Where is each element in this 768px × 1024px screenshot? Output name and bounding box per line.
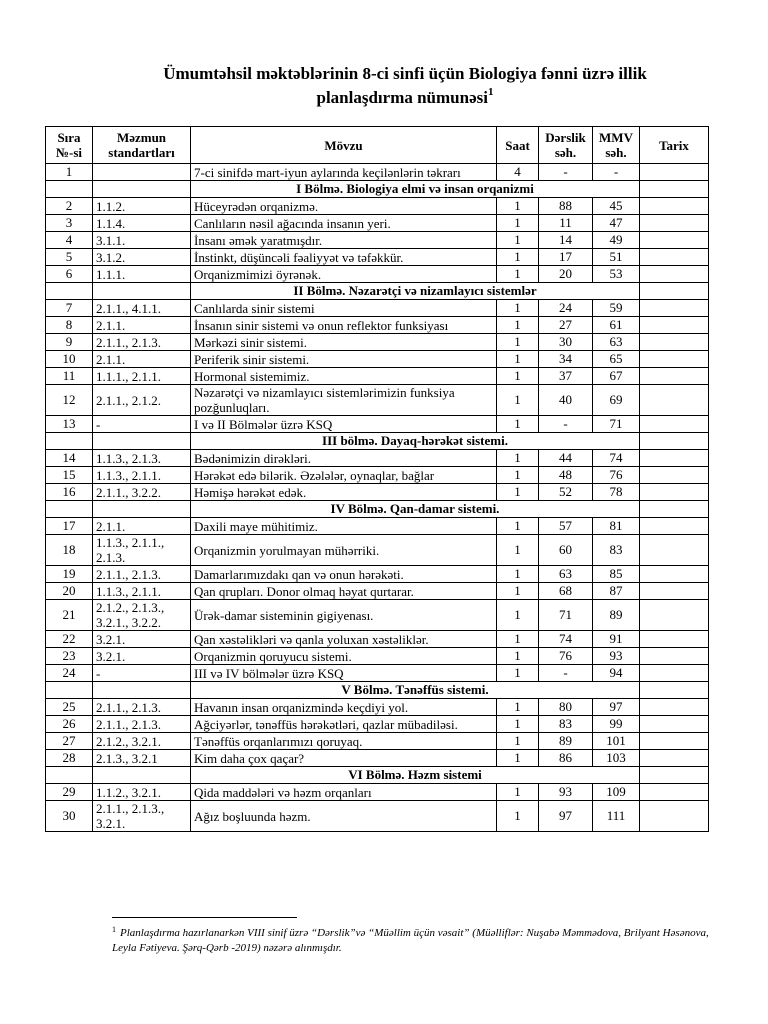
row-number: 28 — [46, 750, 93, 767]
row-date — [640, 583, 709, 600]
table-row — [46, 351, 709, 368]
row-date — [640, 801, 709, 832]
row-textbook-page: 71 — [539, 600, 593, 631]
row-number: 11 — [46, 368, 93, 385]
row-standards: 2.1.1., 2.1.3. — [93, 334, 191, 351]
row-mmv-page: 65 — [593, 351, 640, 368]
section-row — [46, 682, 709, 699]
row-topic: Hüceyrədən orqanizmə. — [191, 198, 497, 215]
table-row — [46, 317, 709, 334]
section-title: II Bölmə. Nəzarətçi və nizamlayıcı sistemlər — [191, 283, 640, 300]
table-row — [46, 600, 709, 631]
row-topic: Hormonal sistemimiz. — [191, 368, 497, 385]
row-number: 29 — [46, 784, 93, 801]
row-mmv-page: 87 — [593, 583, 640, 600]
row-hours: 1 — [497, 648, 539, 665]
row-number: 6 — [46, 266, 93, 283]
section-standards-cell — [93, 682, 191, 699]
table-row — [46, 334, 709, 351]
row-mmv-page: 49 — [593, 232, 640, 249]
table-row — [46, 518, 709, 535]
row-textbook-page: 37 — [539, 368, 593, 385]
row-number: 15 — [46, 467, 93, 484]
section-date-cell — [640, 767, 709, 784]
row-hours: 1 — [497, 631, 539, 648]
row-textbook-page: 74 — [539, 631, 593, 648]
row-hours: 1 — [497, 600, 539, 631]
row-number: 8 — [46, 317, 93, 334]
row-textbook-page: 83 — [539, 716, 593, 733]
row-topic: Daxili maye mühitimiz. — [191, 518, 497, 535]
table-row — [46, 648, 709, 665]
row-date — [640, 164, 709, 181]
row-topic: Qan qrupları. Donor olmaq həyat qurtarar. — [191, 583, 497, 600]
row-topic: III və IV bölmələr üzrə KSQ — [191, 665, 497, 682]
section-no-cell — [46, 501, 93, 518]
row-topic: İnsanın sinir sistemi və onun reflektor funksiyası — [191, 317, 497, 334]
section-date-cell — [640, 433, 709, 450]
section-standards-cell — [93, 283, 191, 300]
row-date — [640, 198, 709, 215]
section-row — [46, 433, 709, 450]
row-mmv-page: 47 — [593, 215, 640, 232]
table-body — [46, 164, 709, 832]
row-date — [640, 566, 709, 583]
row-hours: 1 — [497, 300, 539, 317]
section-date-cell — [640, 501, 709, 518]
row-hours: 1 — [497, 784, 539, 801]
table-row — [46, 583, 709, 600]
row-topic: Orqanizmin qoruyucu sistemi. — [191, 648, 497, 665]
row-mmv-page: 76 — [593, 467, 640, 484]
section-no-cell — [46, 283, 93, 300]
row-textbook-page: 27 — [539, 317, 593, 334]
row-textbook-page: 57 — [539, 518, 593, 535]
row-hours: 1 — [497, 232, 539, 249]
section-title: VI Bölmə. Həzm sistemi — [191, 767, 640, 784]
row-standards: 2.1.1., 2.1.3., 3.2.1. — [93, 801, 191, 832]
row-number: 5 — [46, 249, 93, 266]
row-textbook-page: 24 — [539, 300, 593, 317]
section-no-cell — [46, 682, 93, 699]
row-textbook-page: 17 — [539, 249, 593, 266]
section-standards-cell — [93, 501, 191, 518]
row-standards: 2.1.1. — [93, 518, 191, 535]
row-textbook-page: 63 — [539, 566, 593, 583]
row-topic: 7-ci sinifdə mart-iyun aylarında keçilənlərin təkrarı — [191, 164, 497, 181]
row-topic: Canlıların nəsil ağacında insanın yeri. — [191, 215, 497, 232]
row-topic: Nəzarətçi və nizamlayıcı sistemlərimizin funksiya pozğunluqları. — [191, 385, 497, 416]
row-mmv-page: 45 — [593, 198, 640, 215]
table-row — [46, 450, 709, 467]
row-textbook-page: 48 — [539, 467, 593, 484]
section-no-cell — [46, 767, 93, 784]
row-date — [640, 535, 709, 566]
row-number: 18 — [46, 535, 93, 566]
row-date — [640, 249, 709, 266]
table-row — [46, 733, 709, 750]
header-hours: Saat — [497, 127, 539, 164]
row-topic: Hərəkət edə bilərik. Əzələlər, oynaqlar, bağlar — [191, 467, 497, 484]
row-topic: Orqanizmin yorulmayan mühərriki. — [191, 535, 497, 566]
row-standards: 1.1.1., 2.1.1. — [93, 368, 191, 385]
table-row — [46, 198, 709, 215]
section-standards-cell — [93, 181, 191, 198]
table-row — [46, 784, 709, 801]
row-standards: 2.1.2., 2.1.3., 3.2.1., 3.2.2. — [93, 600, 191, 631]
title-line-2 — [60, 86, 750, 110]
row-date — [640, 368, 709, 385]
header-standards: Məzmun standartları — [93, 127, 191, 164]
row-number: 27 — [46, 733, 93, 750]
row-standards: 3.1.1. — [93, 232, 191, 249]
row-standards: 1.1.3., 2.1.1. — [93, 583, 191, 600]
row-standards: 1.1.3., 2.1.1. — [93, 467, 191, 484]
row-topic: Tənəffüs orqanlarımızı qoruyaq. — [191, 733, 497, 750]
table-row — [46, 266, 709, 283]
row-hours: 1 — [497, 699, 539, 716]
row-number: 10 — [46, 351, 93, 368]
row-topic: Ürək-damar sisteminin gigiyenası. — [191, 600, 497, 631]
row-hours: 1 — [497, 385, 539, 416]
row-textbook-page: 40 — [539, 385, 593, 416]
footnote-divider — [112, 917, 297, 918]
table-row — [46, 300, 709, 317]
row-hours: 1 — [497, 801, 539, 832]
section-date-cell — [640, 181, 709, 198]
row-standards: 2.1.1., 2.1.2. — [93, 385, 191, 416]
row-standards: 3.1.2. — [93, 249, 191, 266]
table-row — [46, 232, 709, 249]
row-date — [640, 600, 709, 631]
row-standards: - — [93, 665, 191, 682]
row-date — [640, 467, 709, 484]
row-date — [640, 784, 709, 801]
row-date — [640, 232, 709, 249]
row-mmv-page: 85 — [593, 566, 640, 583]
row-date — [640, 665, 709, 682]
row-mmv-page: 69 — [593, 385, 640, 416]
row-mmv-page: 109 — [593, 784, 640, 801]
row-number: 12 — [46, 385, 93, 416]
footnote-mark: 1 — [112, 925, 116, 934]
row-hours: 1 — [497, 467, 539, 484]
table-row — [46, 385, 709, 416]
table-row — [46, 249, 709, 266]
section-title: V Bölmə. Tənəffüs sistemi. — [191, 682, 640, 699]
row-mmv-page: 97 — [593, 699, 640, 716]
row-hours: 1 — [497, 416, 539, 433]
row-date — [640, 300, 709, 317]
row-standards: 1.1.2. — [93, 198, 191, 215]
row-date — [640, 317, 709, 334]
row-number: 20 — [46, 583, 93, 600]
table-row — [46, 535, 709, 566]
row-number: 25 — [46, 699, 93, 716]
section-date-cell — [640, 682, 709, 699]
footnote — [112, 926, 722, 956]
row-hours: 4 — [497, 164, 539, 181]
header-textbook-page: Dərslik səh. — [539, 127, 593, 164]
table-row — [46, 164, 709, 181]
row-topic: Havanın insan orqanizmində keçdiyi yol. — [191, 699, 497, 716]
row-date — [640, 648, 709, 665]
table-row — [46, 801, 709, 832]
row-textbook-page: 86 — [539, 750, 593, 767]
section-title: IV Bölmə. Qan-damar sistemi. — [191, 501, 640, 518]
row-mmv-page: 53 — [593, 266, 640, 283]
table-row — [46, 416, 709, 433]
row-topic: Qida maddələri və həzm orqanları — [191, 784, 497, 801]
row-hours: 1 — [497, 334, 539, 351]
row-number: 7 — [46, 300, 93, 317]
row-hours: 1 — [497, 198, 539, 215]
row-mmv-page: 99 — [593, 716, 640, 733]
row-mmv-page: 81 — [593, 518, 640, 535]
row-mmv-page: 71 — [593, 416, 640, 433]
row-topic: Kim daha çox qaçar? — [191, 750, 497, 767]
row-topic: İnsanı əmək yaratmışdır. — [191, 232, 497, 249]
row-topic: I və II Bölmələr üzrə KSQ — [191, 416, 497, 433]
row-textbook-page: 88 — [539, 198, 593, 215]
row-mmv-page: 101 — [593, 733, 640, 750]
row-standards: 1.1.2., 3.2.1. — [93, 784, 191, 801]
row-textbook-page: 52 — [539, 484, 593, 501]
row-date — [640, 484, 709, 501]
row-textbook-page: 68 — [539, 583, 593, 600]
row-number: 2 — [46, 198, 93, 215]
row-hours: 1 — [497, 317, 539, 334]
row-number: 3 — [46, 215, 93, 232]
row-hours: 1 — [497, 665, 539, 682]
row-date — [640, 750, 709, 767]
row-mmv-page: 61 — [593, 317, 640, 334]
section-row — [46, 283, 709, 300]
row-textbook-page: - — [539, 416, 593, 433]
section-row — [46, 767, 709, 784]
title-line-1: Ümumtəhsil məktəblərinin 8-ci sinfi üçün Biologiya fənni üzrə illik — [163, 64, 647, 83]
row-standards: 2.1.1., 2.1.3. — [93, 699, 191, 716]
row-textbook-page: 89 — [539, 733, 593, 750]
row-hours: 1 — [497, 716, 539, 733]
header-mmv-page: MMV səh. — [593, 127, 640, 164]
row-standards: 3.2.1. — [93, 648, 191, 665]
row-topic: Bədənimizin dirəkləri. — [191, 450, 497, 467]
row-textbook-page: 97 — [539, 801, 593, 832]
row-mmv-page: 91 — [593, 631, 640, 648]
row-textbook-page: 80 — [539, 699, 593, 716]
row-hours: 1 — [497, 566, 539, 583]
row-textbook-page: 44 — [539, 450, 593, 467]
row-textbook-page: - — [539, 665, 593, 682]
row-topic: İnstinkt, düşüncəli fəaliyyət və təfəkkür. — [191, 249, 497, 266]
row-standards: 2.1.1., 2.1.3. — [93, 716, 191, 733]
row-standards: 2.1.1., 3.2.2. — [93, 484, 191, 501]
row-standards: 2.1.1., 2.1.3. — [93, 566, 191, 583]
row-topic: Qan xəstəlikləri və qanla yoluxan xəstəliklər. — [191, 631, 497, 648]
row-hours: 1 — [497, 351, 539, 368]
table-row — [46, 750, 709, 767]
row-number: 23 — [46, 648, 93, 665]
row-hours: 1 — [497, 450, 539, 467]
row-standards: 1.1.1. — [93, 266, 191, 283]
section-row — [46, 181, 709, 198]
row-standards: 2.1.1., 4.1.1. — [93, 300, 191, 317]
table-row — [46, 631, 709, 648]
row-number: 14 — [46, 450, 93, 467]
row-hours: 1 — [497, 368, 539, 385]
row-topic: Həmişə hərəkət edək. — [191, 484, 497, 501]
table-row — [46, 665, 709, 682]
row-number: 22 — [46, 631, 93, 648]
row-standards: 2.1.2., 3.2.1. — [93, 733, 191, 750]
row-textbook-page: 93 — [539, 784, 593, 801]
document-title — [60, 62, 750, 110]
section-no-cell — [46, 433, 93, 450]
row-textbook-page: 14 — [539, 232, 593, 249]
header-no: Sıra №-si — [46, 127, 93, 164]
section-title: I Bölmə. Biologiya elmi və insan orqanizmi — [191, 181, 640, 198]
row-date — [640, 733, 709, 750]
table-header-row — [46, 127, 709, 164]
table-row — [46, 699, 709, 716]
row-date — [640, 416, 709, 433]
row-hours: 1 — [497, 535, 539, 566]
row-number: 26 — [46, 716, 93, 733]
row-number: 30 — [46, 801, 93, 832]
row-hours: 1 — [497, 484, 539, 501]
footnote-reference: 1 — [487, 86, 494, 98]
table-row — [46, 215, 709, 232]
row-number: 16 — [46, 484, 93, 501]
footnote-text: Planlaşdırma hazırlanarkən VIII sinif üzrə “Dərslik”və “Müəllim üçün vəsait” (Müəlliflər: Nuşabə Məmmədova, Brilyant Həsənova, Leyla Fətiyeva. Şərq-Qərb -2019) nəzərə alınmışdır. — [112, 927, 709, 954]
row-date — [640, 450, 709, 467]
row-hours: 1 — [497, 750, 539, 767]
section-no-cell — [46, 181, 93, 198]
row-textbook-page: 11 — [539, 215, 593, 232]
row-mmv-page: 67 — [593, 368, 640, 385]
row-standards: 2.1.3., 3.2.1 — [93, 750, 191, 767]
row-number: 24 — [46, 665, 93, 682]
row-date — [640, 385, 709, 416]
row-hours: 1 — [497, 266, 539, 283]
row-mmv-page: 63 — [593, 334, 640, 351]
row-textbook-page: 60 — [539, 535, 593, 566]
row-textbook-page: 34 — [539, 351, 593, 368]
row-mmv-page: - — [593, 164, 640, 181]
row-date — [640, 631, 709, 648]
row-textbook-page: - — [539, 164, 593, 181]
row-standards — [93, 164, 191, 181]
row-textbook-page: 30 — [539, 334, 593, 351]
section-title: III bölmə. Dayaq-hərəkət sistemi. — [191, 433, 640, 450]
row-hours: 1 — [497, 583, 539, 600]
row-standards: 2.1.1. — [93, 351, 191, 368]
row-hours: 1 — [497, 518, 539, 535]
table-row — [46, 716, 709, 733]
row-mmv-page: 51 — [593, 249, 640, 266]
row-textbook-page: 76 — [539, 648, 593, 665]
row-number: 13 — [46, 416, 93, 433]
row-number: 4 — [46, 232, 93, 249]
row-standards: - — [93, 416, 191, 433]
annual-plan-table — [45, 126, 709, 832]
row-date — [640, 699, 709, 716]
row-mmv-page: 83 — [593, 535, 640, 566]
row-date — [640, 716, 709, 733]
row-mmv-page: 59 — [593, 300, 640, 317]
section-standards-cell — [93, 767, 191, 784]
row-standards: 1.1.3., 2.1.3. — [93, 450, 191, 467]
row-date — [640, 518, 709, 535]
table-row — [46, 484, 709, 501]
row-mmv-page: 78 — [593, 484, 640, 501]
row-topic: Periferik sinir sistemi. — [191, 351, 497, 368]
row-topic: Mərkəzi sinir sistemi. — [191, 334, 497, 351]
title-line-2-text: planlaşdırma nümunəsi — [316, 88, 488, 107]
table-row — [46, 566, 709, 583]
row-standards: 1.1.3., 2.1.1., 2.1.3. — [93, 535, 191, 566]
row-topic: Orqanizmimizi öyrənək. — [191, 266, 497, 283]
row-date — [640, 266, 709, 283]
row-standards: 2.1.1. — [93, 317, 191, 334]
section-standards-cell — [93, 433, 191, 450]
row-mmv-page: 111 — [593, 801, 640, 832]
row-textbook-page: 20 — [539, 266, 593, 283]
section-date-cell — [640, 283, 709, 300]
header-topic: Mövzu — [191, 127, 497, 164]
row-mmv-page: 94 — [593, 665, 640, 682]
row-date — [640, 351, 709, 368]
row-number: 21 — [46, 600, 93, 631]
row-topic: Canlılarda sinir sistemi — [191, 300, 497, 317]
row-number: 19 — [46, 566, 93, 583]
row-topic: Ağciyərlər, tənəffüs hərəkətləri, qazlar mübadiləsi. — [191, 716, 497, 733]
row-hours: 1 — [497, 215, 539, 232]
header-date: Tarix — [640, 127, 709, 164]
table-row — [46, 467, 709, 484]
table-row — [46, 368, 709, 385]
row-number: 17 — [46, 518, 93, 535]
row-hours: 1 — [497, 249, 539, 266]
row-mmv-page: 93 — [593, 648, 640, 665]
row-hours: 1 — [497, 733, 539, 750]
row-mmv-page: 103 — [593, 750, 640, 767]
row-mmv-page: 74 — [593, 450, 640, 467]
row-number: 1 — [46, 164, 93, 181]
row-date — [640, 215, 709, 232]
row-standards: 1.1.4. — [93, 215, 191, 232]
row-topic: Ağız boşluunda həzm. — [191, 801, 497, 832]
row-standards: 3.2.1. — [93, 631, 191, 648]
row-mmv-page: 89 — [593, 600, 640, 631]
row-topic: Damarlarımızdakı qan və onun hərəkəti. — [191, 566, 497, 583]
section-row — [46, 501, 709, 518]
row-date — [640, 334, 709, 351]
row-number: 9 — [46, 334, 93, 351]
